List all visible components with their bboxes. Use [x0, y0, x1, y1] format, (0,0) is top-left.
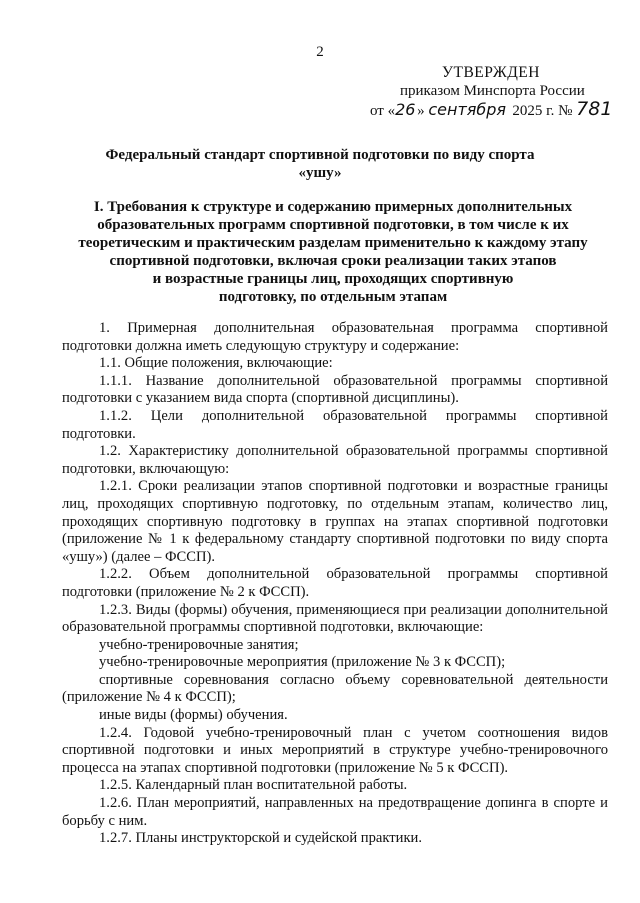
section-title-line: и возрастные границы лиц, проходящих спортивную	[152, 271, 514, 287]
date-year: 2025 г. №	[512, 103, 573, 119]
date-prefix: от «	[370, 103, 396, 119]
document-title	[0, 146, 640, 182]
approval-title: УТВЕРЖДЕН	[442, 64, 540, 81]
paragraph: спортивные соревнования согласно объему соревновательной деятельности (приложение № 4 к ФССП);	[62, 671, 608, 706]
date-mid: »	[417, 103, 425, 119]
section-title-line: I. Требования к структуре и содержанию примерных дополнительных	[93, 199, 573, 215]
paragraph: 1.2.4. Годовой учебно-тренировочный план с учетом соотношения видов спортивной подготовки и иных мероприятий в структуре учебно-тренировочного процесса на этапах спортивной подготовки (приложение № 5 к ФССП).	[62, 724, 608, 776]
document-title-line: «ушу»	[298, 165, 342, 181]
handwritten-order-number: 781	[576, 98, 613, 120]
paragraph: 1.2.1. Сроки реализации этапов спортивной подготовки и возрастные границы лиц, проходящих спортивную подготовку, по отдельным этапам, количество лиц, проходящих спортивную подготовку в группах на этапах спортивной подготовки (приложение № 1 к федеральному стандарту спортивной подготовки по виду спорта «ушу») (далее – ФССП).	[62, 478, 608, 565]
handwritten-day: 26	[395, 100, 416, 119]
section-title-line: образовательных программ спортивной подготовки, в том числе к их	[97, 217, 569, 233]
paragraph: 1.1.2. Цели дополнительной образовательной программы спортивной подготовки.	[62, 407, 608, 442]
section-title-line: спортивной подготовки, включая сроки реализации таких этапов	[109, 253, 557, 269]
paragraph: 1.1.1. Название дополнительной образовательной программы спортивной подготовки с указанием вида спорта (спортивной дисциплины).	[62, 372, 608, 407]
paragraph: 1.2.3. Виды (формы) обучения, применяющиеся при реализации дополнительной образовательной программы спортивной подготовки, включающие:	[62, 601, 608, 636]
paragraph: 1.2.6. План мероприятий, направленных на предотвращение допинга в спорте и борьбу с ним.	[62, 795, 608, 829]
approval-order: приказом Минспорта России	[400, 83, 585, 99]
section-title	[60, 198, 606, 306]
document-body	[62, 320, 608, 848]
approval-date-line	[370, 100, 616, 120]
paragraph: 1. Примерная дополнительная образовательная программа спортивной подготовки должна иметь следующую структуру и содержание:	[62, 320, 608, 354]
paragraph: учебно-тренировочные мероприятия (приложение № 3 к ФССП);	[99, 654, 506, 671]
paragraph: 1.2.5. Календарный план воспитательной работы.	[99, 777, 408, 794]
page-number: 2	[316, 44, 324, 60]
section-title-line: теоретическим и практическим разделам применительно к каждому этапу	[78, 235, 588, 251]
paragraph: 1.1. Общие положения, включающие:	[99, 355, 333, 372]
paragraph: иные виды (формы) обучения.	[99, 707, 288, 724]
section-title-line: подготовку, по отдельным этапам	[218, 289, 448, 305]
paragraph: 1.2.2. Объем дополнительной образовательной программы спортивной подготовки (приложение № 2 к ФССП).	[62, 566, 608, 600]
paragraph: учебно-тренировочные занятия;	[99, 636, 299, 653]
handwritten-month: сентября	[428, 100, 507, 119]
paragraph: 1.2. Характеристику дополнительной образовательной программы спортивной подготовки, включающую:	[62, 443, 608, 477]
paragraph: 1.2.7. Планы инструкторской и судейской практики.	[99, 830, 422, 847]
document-title-line: Федеральный стандарт спортивной подготовки по виду спорта	[105, 147, 535, 163]
